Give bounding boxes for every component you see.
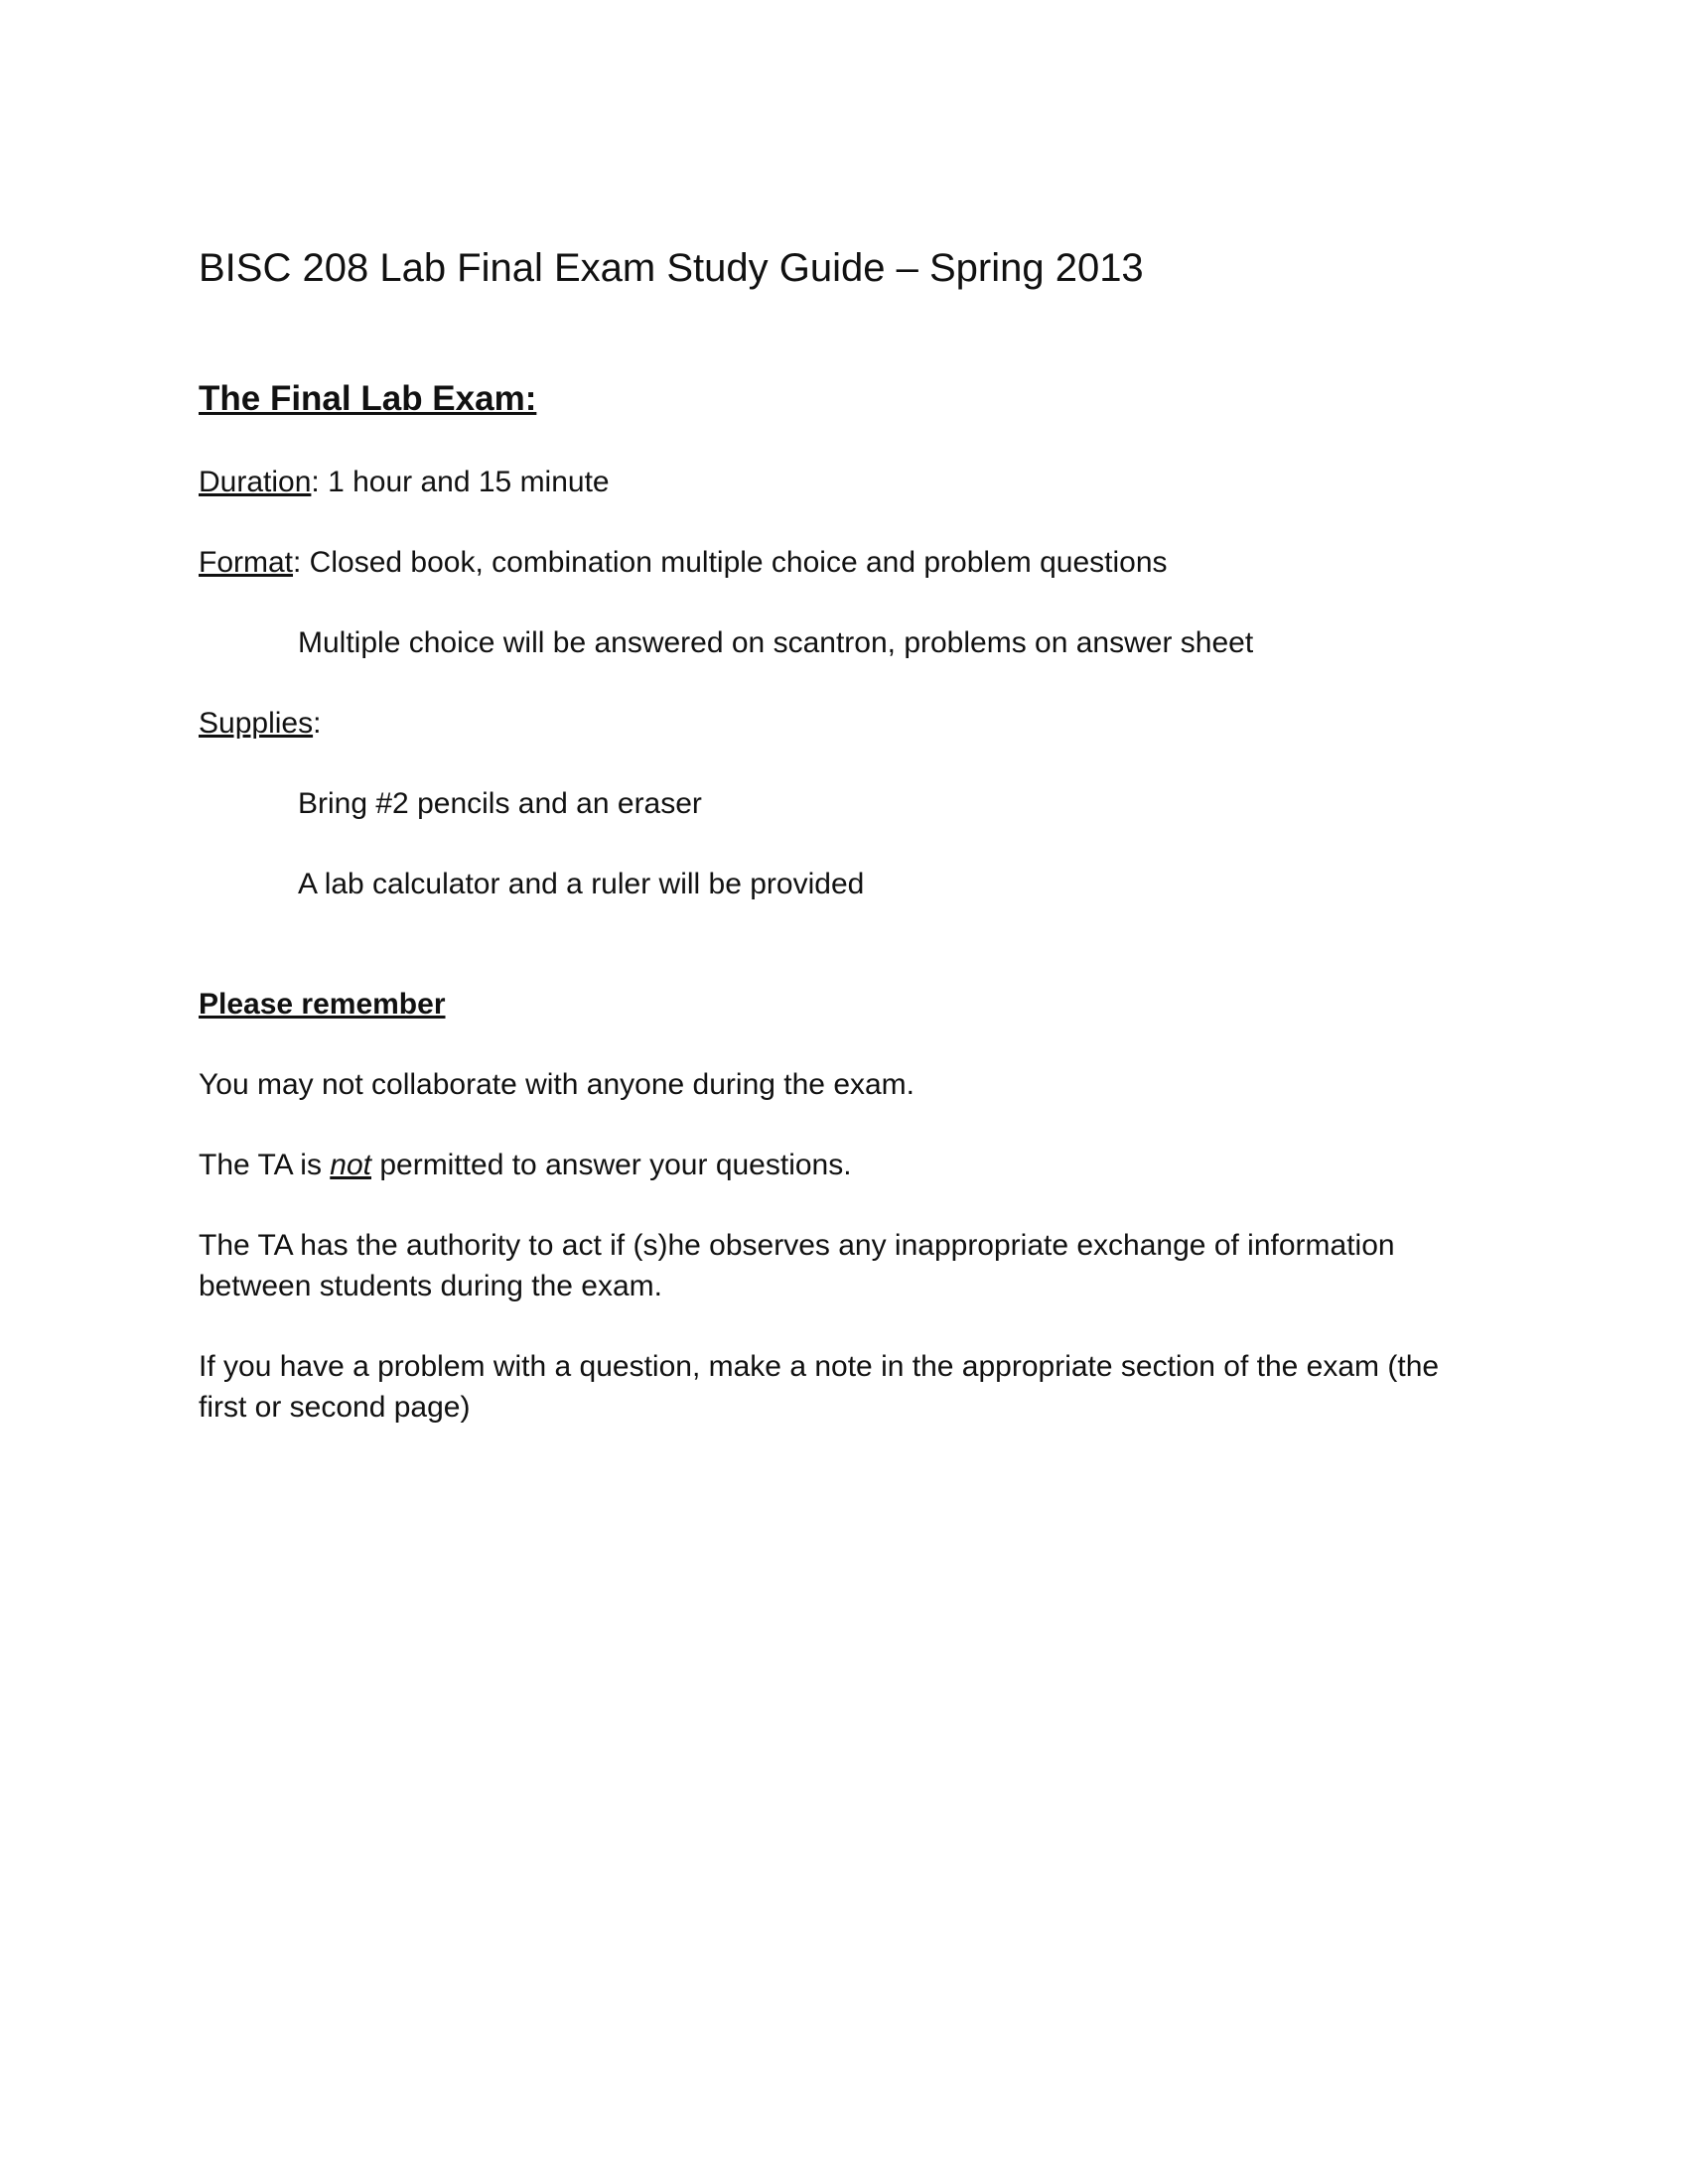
document-title: BISC 208 Lab Final Exam Study Guide – Spring 2013 xyxy=(199,246,1144,290)
format-label: Format xyxy=(199,546,294,579)
reminder-paragraph-line: The TA has the authority to act if (s)he observes any inappropriate exchange of information xyxy=(199,1229,1395,1262)
supplies-item: Bring #2 pencils and an eraser xyxy=(298,787,702,820)
supplies-item: A lab calculator and a ruler will be provided xyxy=(298,868,865,900)
section-heading-please-remember: Please remember xyxy=(199,988,446,1021)
section-heading-final-lab-exam: The Final Lab Exam: xyxy=(199,379,537,418)
duration-label: Duration xyxy=(199,466,312,498)
reminder-paragraph: You may not collaborate with anyone during the exam. xyxy=(199,1068,915,1101)
supplies-colon: : xyxy=(313,707,322,740)
supplies-line xyxy=(199,703,321,745)
reminder-paragraph-line: between students during the exam. xyxy=(199,1270,662,1302)
duration-value: : 1 hour and 15 minute xyxy=(311,466,610,498)
reminder-text: permitted to answer your questions. xyxy=(371,1149,852,1181)
format-note: Multiple choice will be answered on scantron, problems on answer sheet xyxy=(298,626,1254,659)
reminder-paragraph xyxy=(199,1145,852,1186)
format-value: : Closed book, combination multiple choice and problem questions xyxy=(293,546,1168,579)
reminder-text: The TA is xyxy=(199,1149,331,1181)
emphasis-not: not xyxy=(330,1149,371,1181)
duration-line xyxy=(199,462,610,503)
format-line xyxy=(199,542,1168,584)
reminder-paragraph-line: If you have a problem with a question, make a note in the appropriate section of the exam (the xyxy=(199,1350,1440,1383)
reminder-paragraph-line: first or second page) xyxy=(199,1391,471,1424)
supplies-label: Supplies xyxy=(199,707,314,740)
